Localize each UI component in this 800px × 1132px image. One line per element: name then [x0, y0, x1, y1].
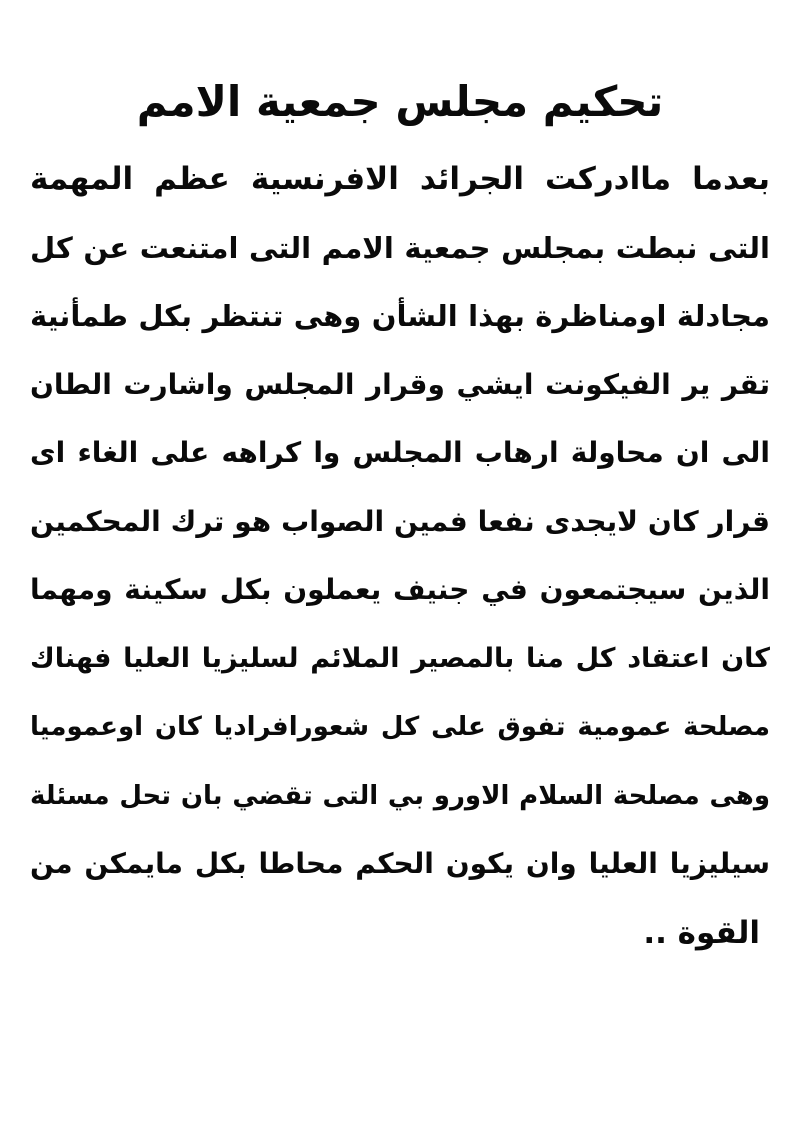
article-line: سيليزيا العليا وان يكون الحكم محاطا بكل مايمكن من: [30, 847, 770, 880]
article-line: كان اعتقاد كل منا بالمصير الملائم لسليزيا العليا فهناك: [30, 642, 770, 674]
article-line: التى نبطت بمجلس جمعية الامم التى امتنعت عن كل: [30, 230, 770, 265]
article-line: قرار كان لايجدى نفعا فمين الصواب هو ترك المحكمين: [30, 504, 770, 538]
article-line-final: القوة ..: [643, 914, 760, 951]
article-line: مصلحة عمومية تفوق على كل شعورافراديا كان اوعموميا: [30, 712, 770, 742]
article-line: الى ان محاولة ارهاب المجلس وا كراهه على الغاء اى: [30, 436, 770, 469]
article-title: تحكيم مجلس جمعية الامم: [136, 77, 664, 126]
article-line: وهى مصلحة السلام الاورو بي التى تقضي بان تحل مسئلة: [30, 780, 770, 811]
article-line: تقر ير الفيكونت ايشي وقرار المجلس واشارت الطان: [30, 367, 770, 401]
article-line: الذين سيجتمعون في جنيف يعملون بكل سكينة ومهما: [30, 573, 770, 606]
article-body: [30, 145, 770, 967]
article-line: مجادلة اومناظرة بهذا الشأن وهى تنتظر بكل طمأنية: [30, 299, 770, 333]
article-line: بعدما ماادركت الجرائد الافرنسية عظم المهمة: [30, 161, 770, 197]
